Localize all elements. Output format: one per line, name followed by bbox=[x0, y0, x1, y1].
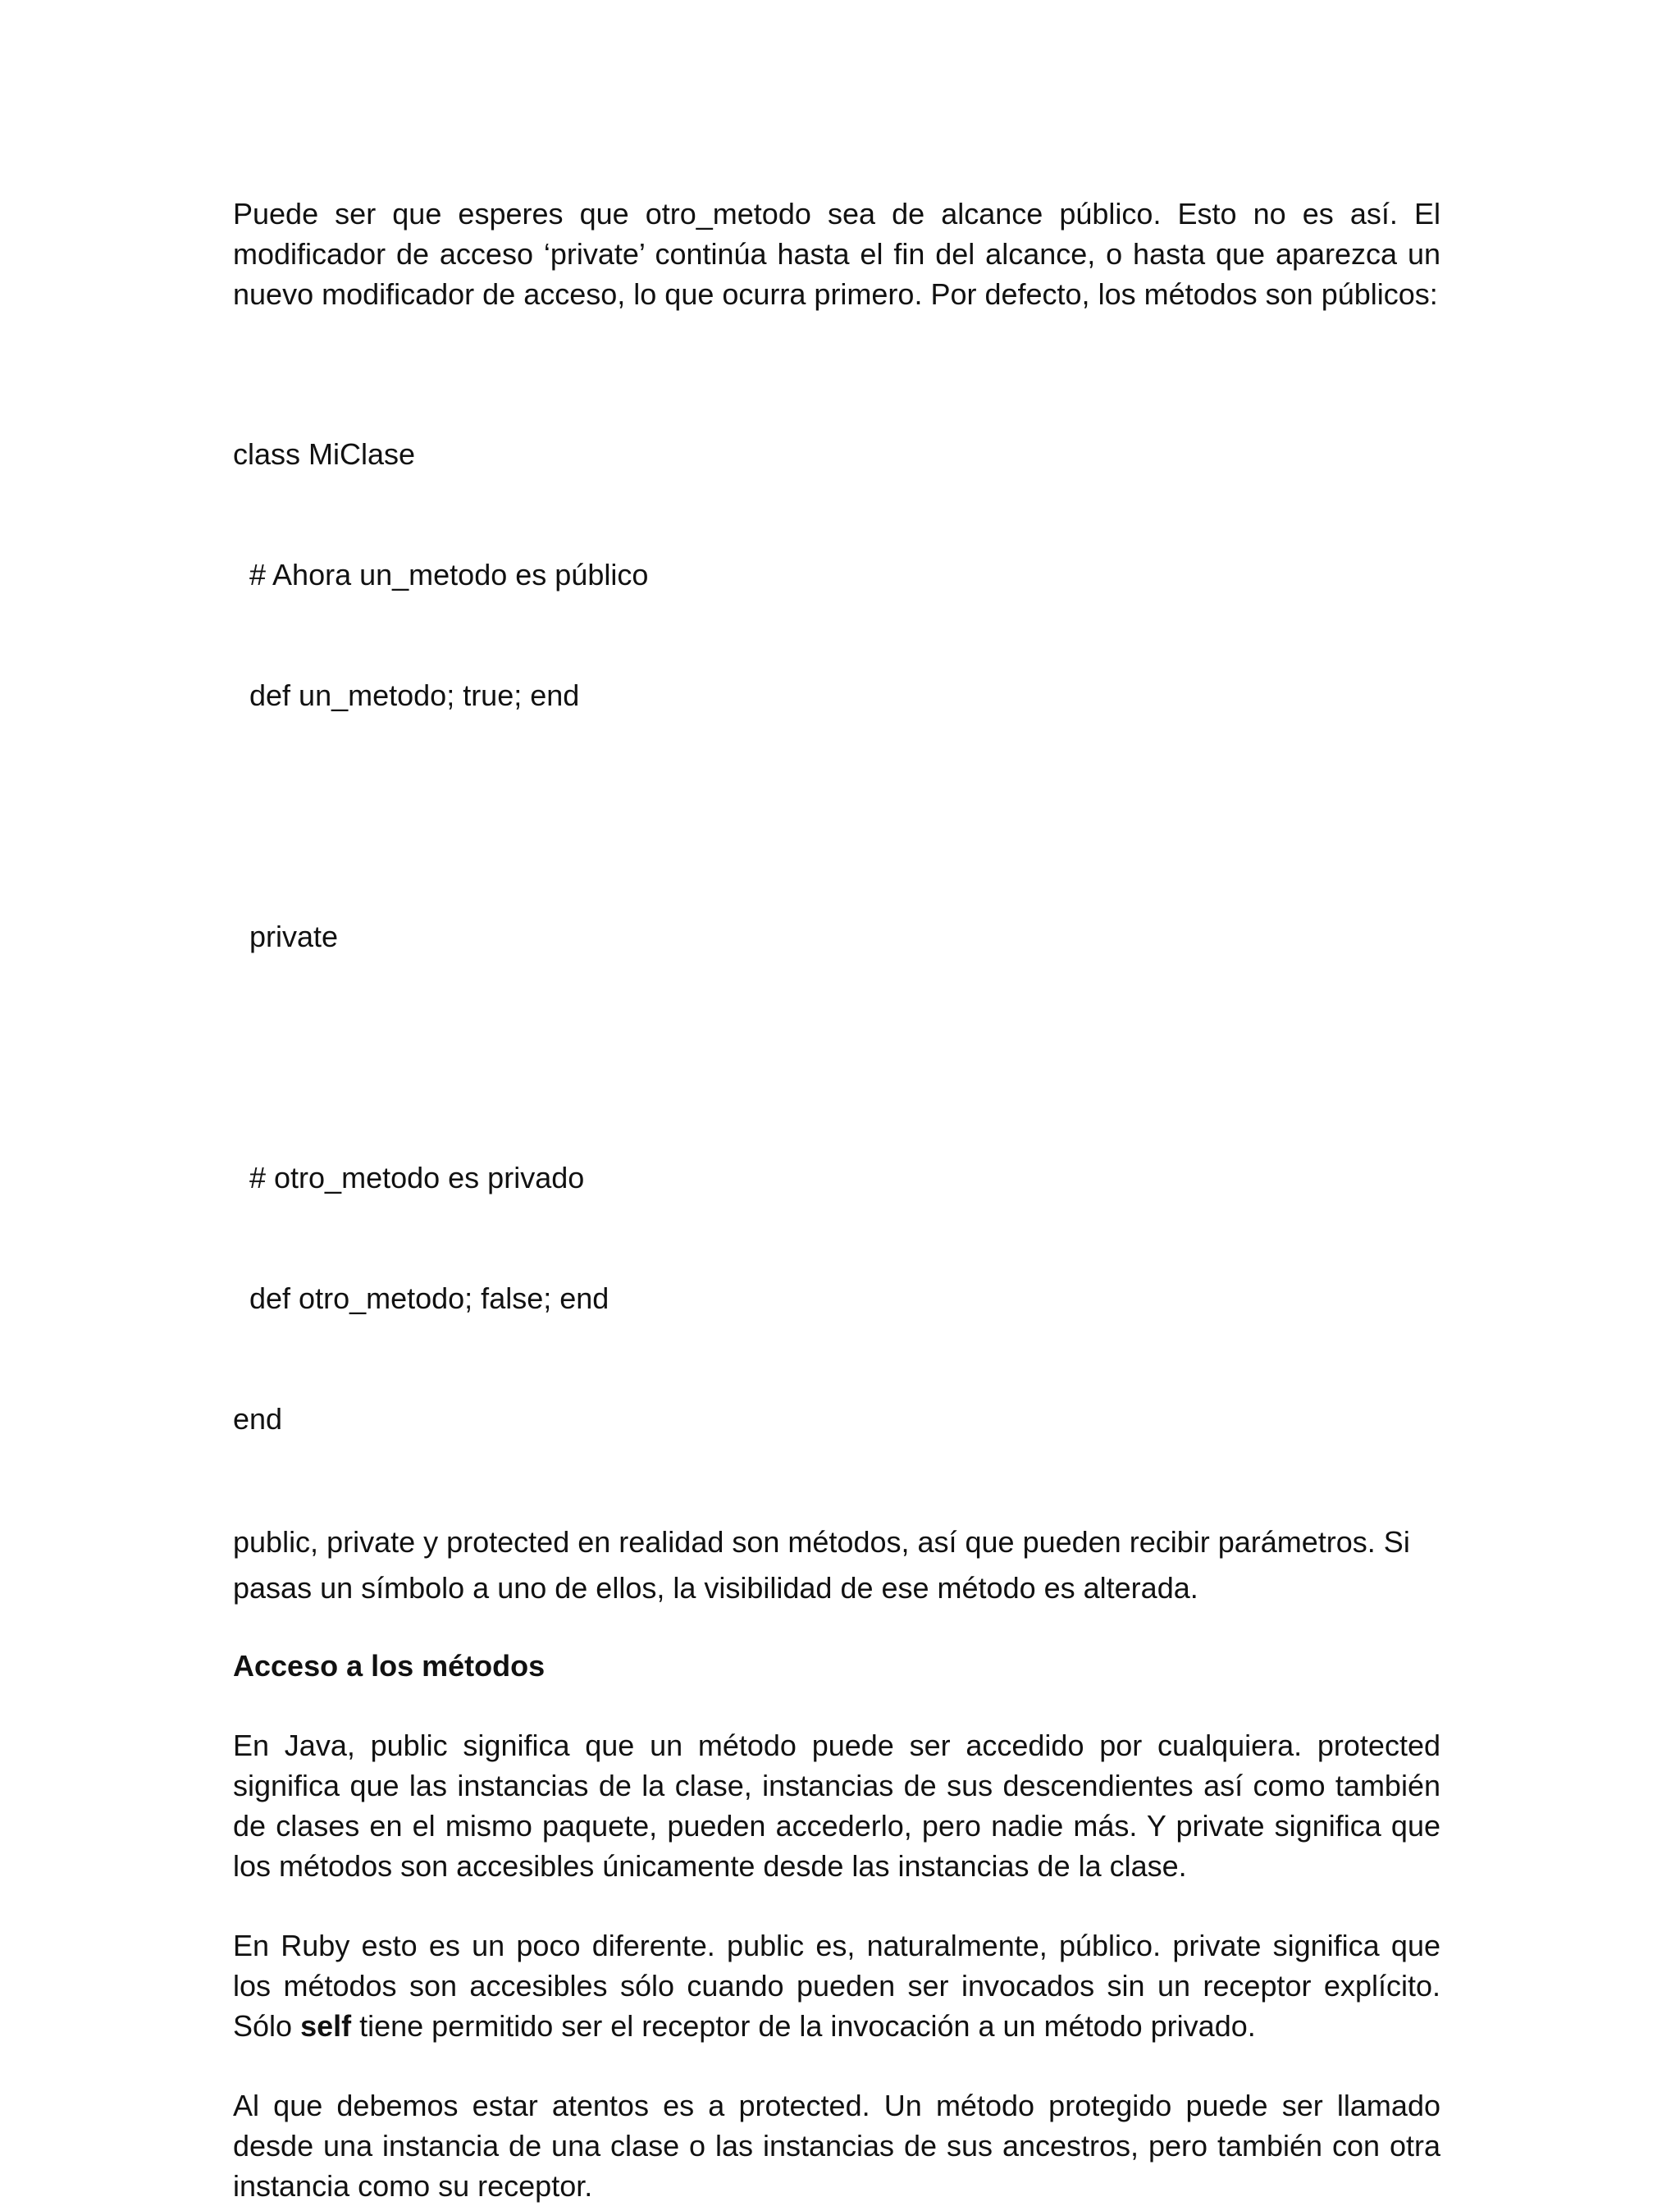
code-line: def un_metodo; true; end bbox=[233, 678, 580, 712]
code-line bbox=[233, 1037, 1440, 1077]
paragraph-protected: Al que debemos estar atentos es a protected. Un método protegido puede ser llamado desde una instancia de una clase o las instancias de sus ancestros, pero también con otra instancia como su receptor. bbox=[233, 2089, 1440, 2203]
ruby-access-text-end: tiene permitido ser el receptor de la invocación a un método privado. bbox=[351, 2009, 1256, 2043]
document-body bbox=[233, 194, 1440, 2206]
paragraph-ruby-access bbox=[233, 1925, 1440, 2046]
self-keyword: self bbox=[300, 2009, 352, 2043]
code-line: # otro_metodo es privado bbox=[233, 1161, 585, 1194]
code-line: end bbox=[233, 1402, 283, 1436]
code-line bbox=[233, 796, 1440, 836]
code-block bbox=[233, 354, 1440, 1519]
code-line: private bbox=[233, 920, 339, 953]
code-line: class MiClase bbox=[233, 437, 416, 471]
code-line: def otro_metodo; false; end bbox=[233, 1281, 609, 1315]
section-heading: Acceso a los métodos bbox=[233, 1649, 546, 1683]
paragraph-java-access: En Java, public significa que un método puede ser accedido por cualquiera. protected significa que las instancias de la clase, instancias de sus descendientes así como también de clases en el mismo paquete, pueden accederlo, pero nadie más. Y private significa que los métodos son accesibles únicamente desde las instancias de la clase. bbox=[233, 1729, 1440, 1883]
ruby-access-text-start: En Ruby esto es un poco diferente. public es, naturalmente, público. private significa que los métodos son accesibles sólo cuando pueden ser invocados sin un receptor explícito. Sólo bbox=[233, 1929, 1440, 2043]
code-line: # Ahora un_metodo es público bbox=[233, 558, 649, 591]
paragraph-intro: Puede ser que esperes que otro_metodo sea de alcance público. Esto no es así. El modificador de acceso ‘private’ continúa hasta el fin del alcance, o hasta que aparezca un nuevo modificador de acceso, lo que ocurra primero. Por defecto, los métodos son públicos: bbox=[233, 197, 1440, 311]
paragraph-visibility-methods: public, private y protected en realidad son métodos, así que pueden recibir parámetros. Si pasas un símbolo a uno de ellos, la visibilidad de ese método es alterada. bbox=[233, 1525, 1410, 1605]
